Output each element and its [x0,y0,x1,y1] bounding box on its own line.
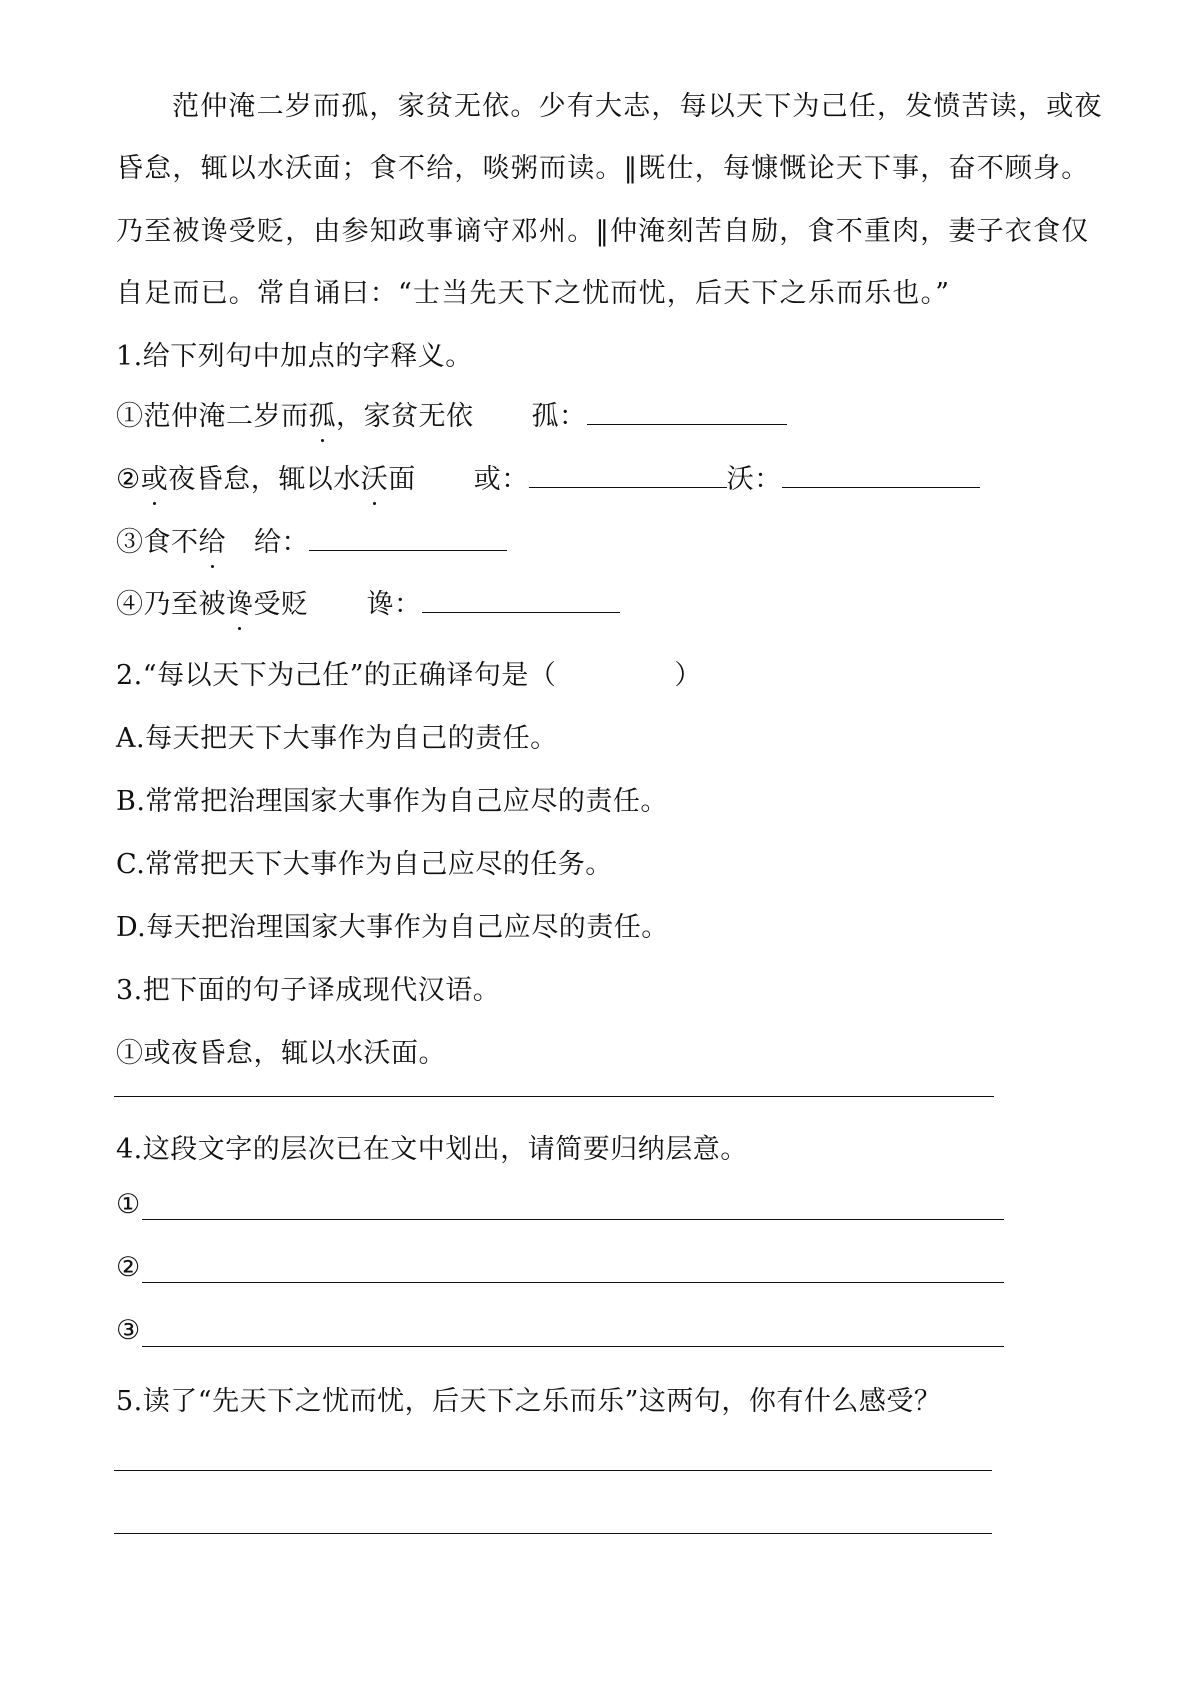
q1-item-1-answer-blank[interactable] [587,402,787,425]
q2-option-b[interactable]: B.常常把治理国家大事作为自己应尽的责任。 [116,786,668,817]
q1-item-3-text-a: ③食不 [116,527,199,558]
passage-line-2: 昏怠，辄以水沃面；食不给，啖粥而读。‖既仕，每慷慨论天下事，奋不顾身。 [116,153,1090,184]
q1-item-3-dotted-char: 给 [199,520,227,559]
q1-item-2-dotted-char-1: 或 [141,457,169,496]
q1-item-1 [116,394,787,433]
q3-answer-line[interactable] [114,1096,994,1097]
passage-line-4: 自足而已。常自诵曰：“士当先天下之忧而忧，后天下之乐而乐也。” [116,278,951,309]
q1-item-2-label-1: 或： [473,464,529,495]
q4-answer-line-3[interactable] [142,1346,1004,1347]
q1-item-3 [116,520,507,559]
q1-item-1-text-a: ①范仲淹二岁而 [116,401,309,432]
q1-item-4-text-a: ④乃至被 [116,589,226,620]
q1-item-4 [116,582,620,621]
q1-item-2-text-a: ② [116,464,141,495]
passage-line-3: 乃至被谗受贬，由参知政事谪守邓州。‖仲淹刻苦自励，食不重肉，妻子衣食仅 [116,216,1090,247]
question-2-close-paren: ） [674,660,702,691]
q1-item-2-text-c: 面 [388,464,416,495]
q1-item-2 [116,457,980,496]
q1-item-4-answer-blank[interactable] [422,590,620,613]
question-1-title: 1.给下列句中加点的字释义。 [116,341,473,372]
q4-answer-line-1[interactable] [142,1219,1004,1220]
q1-item-1-text-b: ，家贫无依 [336,401,474,432]
q1-item-3-label: 给： [254,527,309,558]
q1-item-1-dotted-char: 孤 [309,394,337,433]
q2-option-a[interactable]: A.每天把天下大事作为自己的责任。 [116,723,558,754]
q4-answer-line-2[interactable] [142,1282,1004,1283]
question-4-title: 4.这段文字的层次已在文中划出，请简要归纳层意。 [116,1134,748,1165]
q1-item-2-answer-blank-1[interactable] [529,465,727,488]
q2-option-d[interactable]: D.每天把治理国家大事作为自己应尽的责任。 [116,912,669,943]
q5-answer-line-1[interactable] [114,1470,992,1471]
q1-item-4-dotted-char: 谗 [226,582,254,621]
q2-option-c[interactable]: C.常常把天下大事作为自己应尽的任务。 [116,849,613,880]
question-2-title [116,653,702,692]
q1-item-2-dotted-char-2: 沃 [361,457,389,496]
q1-item-4-label: 谗： [366,589,422,620]
q1-item-2-label-2: 沃： [726,464,782,495]
q1-item-4-text-b: 受贬 [253,589,309,620]
q3-item-1: ①或夜昏怠，辄以水沃面。 [116,1038,446,1069]
question-2-text: 2.“每以天下为己任”的正确译句是（ [116,660,557,691]
q1-item-1-label: 孤： [531,401,587,432]
q4-mark-3: ③ [116,1315,141,1346]
passage-line-1: 范仲淹二岁而孤，家贫无依。少有大志，每以天下为己任，发愤苦读，或夜 [172,91,1103,122]
q1-item-2-text-b: 夜昏怠，辄以水 [168,464,361,495]
q5-answer-line-2[interactable] [114,1533,992,1534]
q4-mark-1: ① [116,1189,141,1220]
question-3-title: 3.把下面的句子译成现代汉语。 [116,975,501,1006]
q1-item-2-answer-blank-2[interactable] [782,465,980,488]
q4-mark-2: ② [116,1252,141,1283]
q1-item-3-answer-blank[interactable] [309,528,507,551]
question-5-title: 5.读了“先天下之忧而忧，后天下之乐而乐”这两句，你有什么感受？ [116,1386,942,1417]
